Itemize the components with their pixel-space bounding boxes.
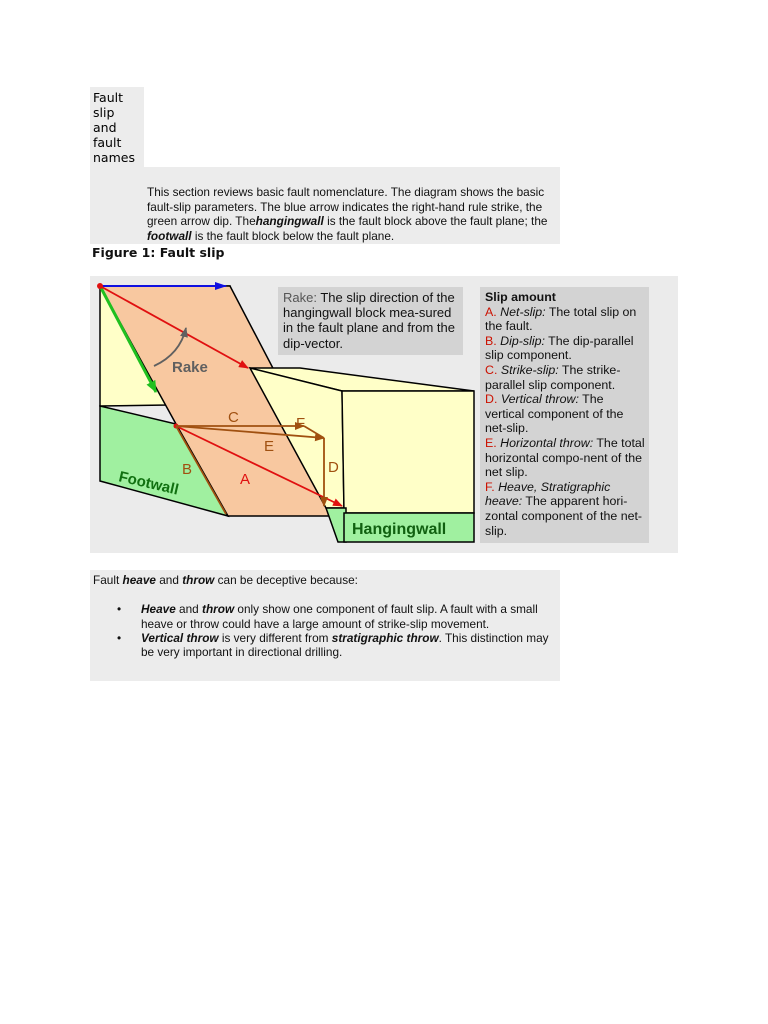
label-e: E (264, 438, 275, 455)
rake-text: The slip direction of the hangingwall block mea-sured in the fault plane and from the dip-vector. (283, 290, 456, 351)
label-f: F (296, 415, 306, 432)
notes-intro: Fault heave and throw can be deceptive because: (93, 573, 358, 587)
section-title (90, 87, 144, 167)
slip-item-f: F. Heave, Stratigraphic heave: The apparent hori-zontal component of the net-slip. (485, 479, 643, 538)
footwall-label: Footwall (117, 468, 181, 499)
intro-paragraph (90, 167, 560, 244)
rake-heading: Rake: (283, 290, 317, 305)
label-b: B (182, 461, 193, 478)
throw-term: throw (182, 573, 215, 587)
slip-amount-heading: Slip amount (485, 290, 556, 304)
heave-term: heave (122, 573, 156, 587)
hangingwall-term: hangingwall (255, 214, 324, 228)
slip-item-a: A. Net-slip: The total slip on the fault. (485, 304, 637, 334)
slip-item-b: B. Dip-slip: The dip-parallel slip component. (485, 333, 634, 363)
bullet-icon: • (117, 630, 122, 645)
figure-caption: Figure 1: Fault slip (92, 245, 225, 260)
title-line: fault (93, 135, 122, 150)
hangingwall-front-face (342, 391, 474, 513)
slip-amount-legend (480, 287, 649, 543)
title-line: and (93, 120, 117, 135)
slip-item-d: D. Vertical throw: The vertical component of the net-slip. (485, 392, 624, 436)
list-item: • Heave and throw only show one component of fault slip. A fault with a small heave or throw could have a large amount of strike-slip movement. (117, 602, 538, 631)
slip-item-e: E. Horizontal throw: The total horizontal compo-nent of the net slip. (485, 435, 645, 480)
title-line: names (93, 150, 135, 165)
intro-text: is the fault block above the fault plane; the (323, 214, 548, 228)
label-d: D (328, 459, 339, 476)
notes-list (93, 602, 556, 659)
label-a: A (240, 471, 251, 488)
intro-text: This section reviews basic fault nomenclature. The diagram shows the basic fault-slip parameters. The blue arrow indicates the right-hand rule strike, the green arrow dip. The (147, 185, 545, 228)
bullet-icon: • (117, 602, 122, 617)
intro-text: is the fault block below the fault plane. (191, 228, 395, 243)
rake-description (278, 287, 463, 355)
label-c: C (228, 409, 239, 426)
footwall-term: footwall (147, 228, 192, 243)
title-line: slip (93, 105, 115, 120)
origin-point (97, 283, 103, 289)
slip-item-c: C. Strike-slip: The strike-parallel slip component. (485, 362, 621, 392)
hangingwall-label: Hangingwall (352, 521, 447, 538)
rake-label: Rake (172, 359, 208, 376)
hangingwall-side-face (326, 508, 346, 542)
list-item: • Vertical throw is very different from stratigraphic throw. This distinction may be very important in directional drilling. (117, 630, 549, 660)
notes-section (90, 570, 560, 681)
title-line: Fault (93, 90, 123, 105)
